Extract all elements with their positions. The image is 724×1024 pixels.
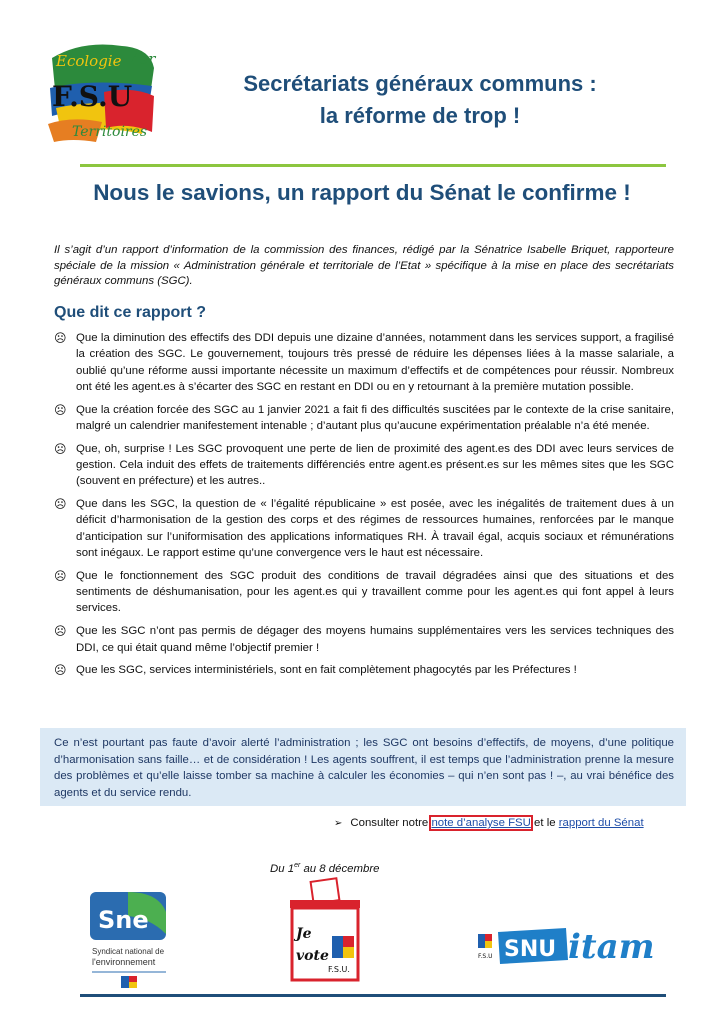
sne-logo — [88, 888, 170, 990]
frowning-face-icon: ☹ — [54, 402, 67, 417]
svg-text:Mer: Mer — [124, 50, 156, 68]
list-item-text: Que les SGC n’ont pas permis de dégager des moyens humains supplémentaires vers les services techniques des DDI, ce qui était quand même l’objectif premier ! — [76, 625, 674, 654]
election-dates — [270, 862, 379, 875]
list-item — [54, 623, 674, 656]
callout-text: Ce n’est pourtant pas faute d’avoir alerté l’administration ; les SGC ont besoins d’effectifs, de moyens, d’une politique d’harmonisation sans faille… et de considération ! Les agents souffrent, il est temps que l’administration prenne la mesure des problèmes et qu’elle laisse tomber sa machine à calculer les économies – qui n’en sont pas ! –, au vrai bénéfice des agents et du service rendu. — [54, 737, 674, 799]
list-item-text: Que le fonctionnement des SGC produit des conditions de travail dégradées ainsi que des situations et des sentiments de déshumanisation, pour les agent.es qui y travaillent comme pour les agent.es qui font appel à leurs services. — [76, 569, 674, 615]
dates-superscript: er — [294, 862, 301, 869]
bottom-divider — [80, 994, 666, 997]
section-heading: Que dit ce rapport ? — [54, 304, 207, 321]
je-vote-fsu-logo — [282, 878, 368, 982]
list-item-text: Que les SGC, services interministériels, sont en fait complètement phagocytés par les Préfectures ! — [76, 664, 577, 677]
list-item — [54, 441, 674, 490]
dates-start: Du 1 — [270, 862, 295, 875]
vote-fsu: F.S.U. — [328, 965, 350, 974]
frowning-face-icon: ☹ — [54, 663, 67, 678]
list-item — [54, 496, 674, 561]
green-divider — [80, 164, 666, 167]
senate-report-link[interactable]: rapport du Sénat — [558, 817, 644, 829]
list-item-text: Que dans les SGC, la question de « l’égalité républicaine » est posée, avec les inégalités de traitement dues à un déficit d’harmonisation de la gestion des corps et des régimes de ressources humaines, renforcées par le manque d’anticipation sur l’uniformisation des applications informatiques RH. À travail égal, acquis sociaux et rémunérations sont inégaux. Le rapport estime qu’une convergence vers le haut est nécessaire. — [76, 498, 674, 560]
snuitam-fsu: F.S.U — [478, 953, 493, 960]
svg-text:Territoires: Territoires — [72, 124, 148, 140]
title-line-2: la réforme de trop ! — [319, 103, 521, 128]
title-line-1: Secrétariats généraux communs : — [243, 71, 597, 96]
callout-box — [40, 728, 686, 806]
report-findings-list — [54, 330, 674, 685]
sne-caption-2: l'environnement — [92, 957, 156, 967]
list-item-text: Que la création forcée des SGC au 1 janvier 2021 a fait fi des difficultés suscitées par le contexte de la crise sanitaire, malgré un calendrier manifestement intenable ; d’autant plus qu’aucune expérimentation préalable n’a été menée. — [76, 403, 674, 432]
fsu-ecologie-logo — [42, 38, 160, 146]
snuitam-script: itam — [568, 927, 655, 967]
sne-caption-1: Syndicat national de — [92, 947, 165, 956]
vote-text-2: vote — [296, 948, 329, 964]
svg-text:Ecologie: Ecologie — [56, 52, 122, 70]
page-title — [170, 68, 670, 132]
list-item — [54, 568, 674, 617]
frowning-face-icon: ☹ — [54, 441, 67, 456]
list-item-text: Que, oh, surprise ! Les SGC provoquent une perte de lien de proximité des agent.es des DDI avec leurs services de gestion. Cela induit des effets de traitements différenciés entre agent.es présent.es sur les mêmes sites que les SGC (souvent en préfecture) et les autres.. — [76, 442, 674, 488]
list-item — [54, 662, 674, 678]
arrow-bullet-icon: ➢ — [334, 818, 343, 829]
consult-line — [334, 817, 644, 829]
list-item-text: Que la diminution des effectifs des DDI depuis une dizaine d’années, notamment dans les services support, a fragilisé la création des SGC. Le gouvernement, toujours très pressé de réduire les dépenses liées à la masse salariale, a oublié qu’une réforme aussi importante nécessite un maximum d’effectifs et de compétences pour réussir. Nombreux ont été les agent.es à s’écarter des SGC en restant en DDI ou en y retournant à la première mutation possible. — [76, 332, 674, 393]
snuitam-snu: SNU — [504, 937, 557, 962]
vote-text-1: Je — [296, 926, 312, 942]
consult-middle: et le — [534, 817, 556, 829]
frowning-face-icon: ☹ — [54, 331, 67, 345]
snuitam-logo — [476, 918, 655, 978]
svg-text:F.S.U: F.S.U — [52, 80, 133, 113]
dates-end: au 8 décembre — [303, 862, 380, 875]
sne-name: Sne — [98, 906, 149, 934]
list-item — [54, 330, 674, 395]
frowning-face-icon: ☹ — [54, 497, 67, 512]
list-item — [54, 402, 674, 435]
consult-prefix: Consulter notre — [350, 817, 429, 829]
frowning-face-icon: ☹ — [54, 568, 67, 583]
subtitle: Nous le savions, un rapport du Sénat le confirme ! — [93, 180, 631, 205]
intro-paragraph: Il s’agit d’un rapport d’information de la commission des finances, rédigé par la Sénatrice Isabelle Briquet, rapporteure spéciale de la mission « Administration générale et territoriale de l’Etat » spécifique à la mise en place des secrétariats généraux communs (SGC). — [54, 244, 674, 287]
fsu-analysis-link[interactable]: note d’analyse FSU — [431, 817, 531, 829]
frowning-face-icon: ☹ — [54, 624, 67, 639]
